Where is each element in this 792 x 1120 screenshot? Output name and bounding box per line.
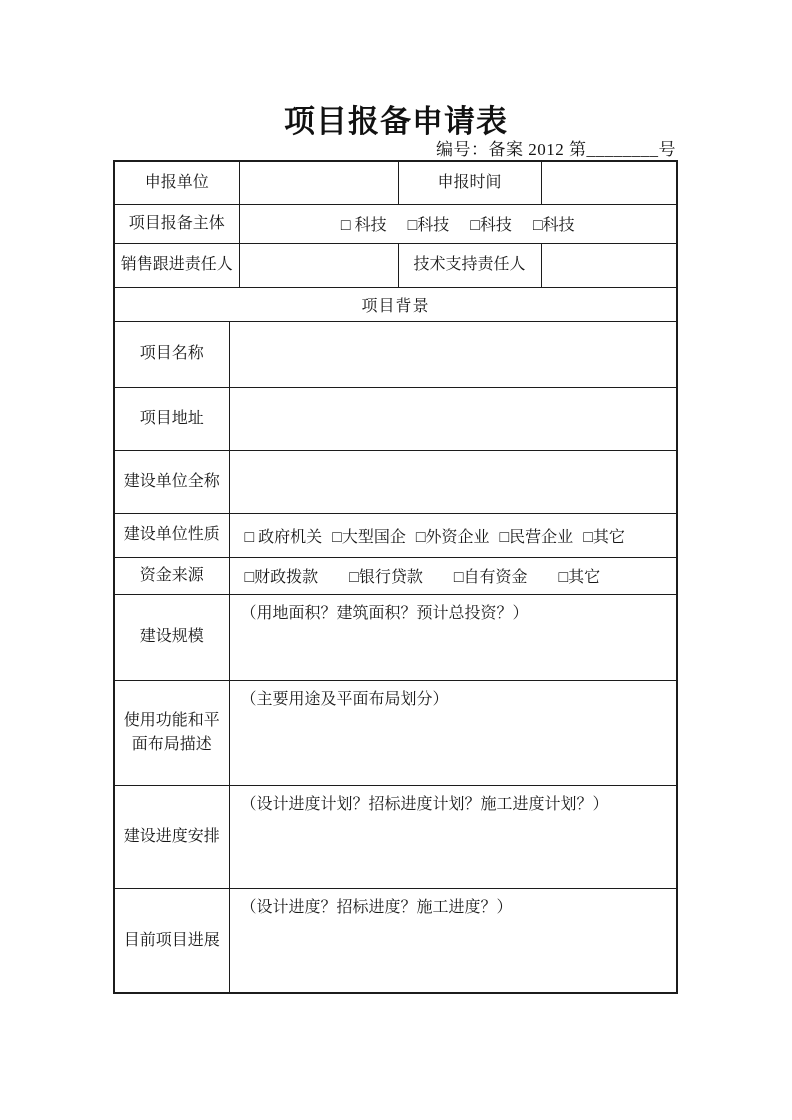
project-address-label: 项目地址	[114, 387, 229, 450]
checkbox-option[interactable]: □科技	[407, 217, 450, 234]
construction-unit-nature-options-cell	[229, 513, 677, 557]
function-layout-label: 使用功能和平面布局描述	[114, 680, 229, 785]
construction-unit-nature-label: 建设单位性质	[114, 513, 229, 557]
project-name-input-cell[interactable]	[229, 321, 677, 387]
row-function-layout	[114, 680, 677, 785]
filing-subject-options-cell	[239, 204, 677, 243]
sales-follow-up-label: 销售跟进责任人	[114, 243, 239, 287]
checkbox-option[interactable]: □其它	[583, 528, 625, 546]
row-current-progress	[114, 888, 677, 993]
construction-unit-name-input-cell[interactable]	[229, 450, 677, 513]
row-project-name	[114, 321, 677, 387]
row-responsible-persons	[114, 243, 677, 287]
filing-number-line: 编号：备案 2012 第________号	[436, 140, 676, 159]
funding-source-checkbox-group	[236, 564, 671, 587]
checkbox-option[interactable]: □其它	[558, 569, 601, 586]
current-progress-label: 目前项目进展	[114, 888, 229, 993]
construction-unit-name-label: 建设单位全称	[114, 450, 229, 513]
function-layout-hint: （主要用途及平面布局划分）	[240, 690, 449, 708]
current-progress-input-cell[interactable]	[229, 888, 677, 993]
construction-schedule-label: 建设进度安排	[114, 785, 229, 888]
checkbox-option[interactable]: □财政拨款	[244, 569, 319, 586]
row-declaring-unit	[114, 161, 677, 204]
project-background-header: 项目背景	[114, 287, 677, 321]
row-project-address	[114, 387, 677, 450]
checkbox-option[interactable]: □ 政府机关	[244, 528, 323, 546]
row-construction-unit-nature	[114, 513, 677, 557]
declaring-unit-label: 申报单位	[114, 161, 239, 204]
construction-scale-label: 建设规模	[114, 594, 229, 680]
declaring-unit-input-cell[interactable]	[239, 161, 398, 204]
tech-support-input-cell[interactable]	[541, 243, 677, 287]
checkbox-option[interactable]: □银行贷款	[349, 569, 423, 586]
row-construction-schedule	[114, 785, 677, 888]
declare-time-input-cell[interactable]	[541, 161, 677, 204]
construction-schedule-hint: （设计进度计划？招标进度计划？施工进度计划？）	[240, 795, 609, 813]
construction-schedule-input-cell[interactable]	[229, 785, 677, 888]
checkbox-option[interactable]: □科技	[470, 217, 512, 234]
row-filing-subject	[114, 204, 677, 243]
checkbox-option[interactable]: □大型国企	[332, 528, 406, 546]
filing-subject-checkbox-group	[246, 212, 671, 235]
construction-scale-hint: （用地面积？建筑面积？预计总投资？）	[240, 604, 529, 622]
tech-support-label: 技术支持责任人	[398, 243, 541, 287]
page-title: 项目报备申请表	[284, 104, 508, 139]
checkbox-option[interactable]: □自有资金	[453, 569, 528, 586]
filing-subject-label: 项目报备主体	[114, 204, 239, 243]
checkbox-option[interactable]: □科技	[532, 217, 575, 234]
row-construction-scale	[114, 594, 677, 680]
unit-nature-checkbox-group	[236, 524, 671, 547]
declare-time-label: 申报时间	[398, 161, 541, 204]
sales-follow-up-input-cell[interactable]	[239, 243, 398, 287]
current-progress-hint: （设计进度？招标进度？施工进度？）	[240, 898, 513, 916]
construction-scale-input-cell[interactable]	[229, 594, 677, 680]
project-address-input-cell[interactable]	[229, 387, 677, 450]
row-construction-unit-name	[114, 450, 677, 513]
row-funding-source	[114, 557, 677, 594]
checkbox-option[interactable]: □民营企业	[499, 528, 574, 546]
project-name-label: 项目名称	[114, 321, 229, 387]
checkbox-option[interactable]: □外资企业	[415, 528, 490, 546]
function-layout-input-cell[interactable]	[229, 680, 677, 785]
checkbox-option[interactable]: □ 科技	[340, 217, 387, 234]
application-form-table	[113, 160, 678, 994]
funding-source-options-cell	[229, 557, 677, 594]
funding-source-label: 资金来源	[114, 557, 229, 594]
row-section-project-background	[114, 287, 677, 321]
